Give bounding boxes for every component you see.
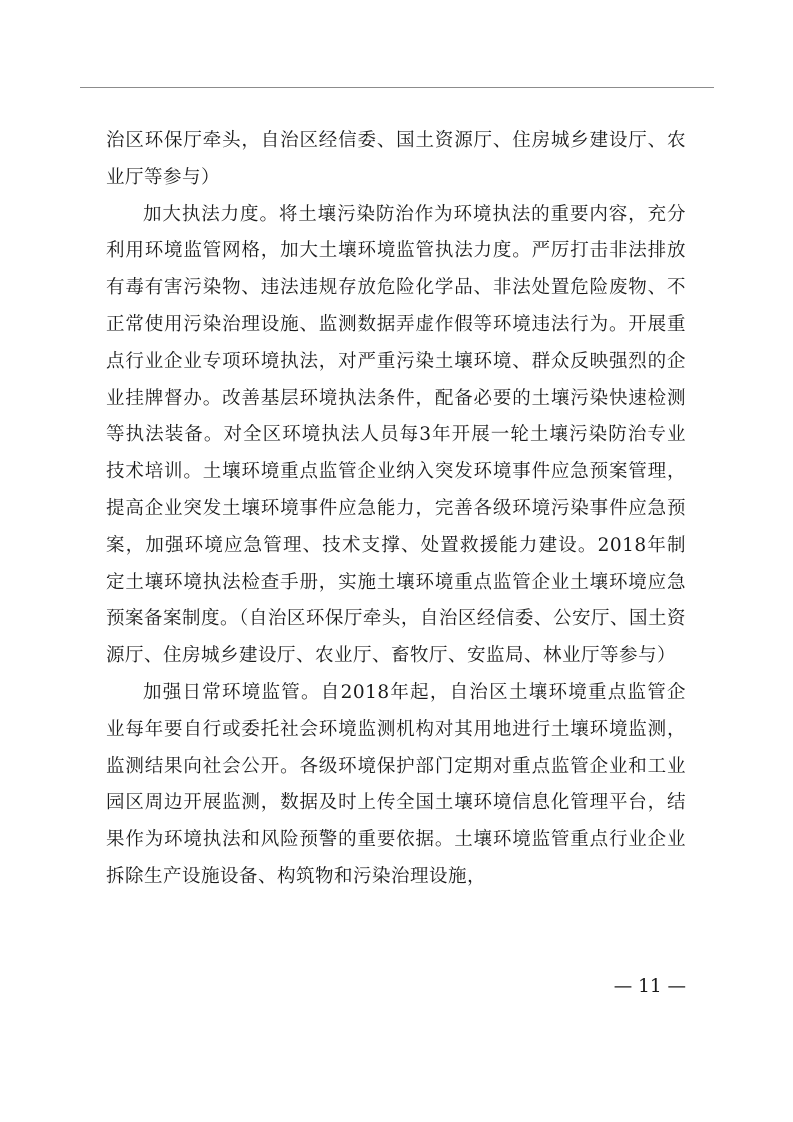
paragraph-daily-supervision: 加强日常环境监管。自2018年起，自治区土壤环境重点监管企业每年要自行或委托社会环境监测机构对其用地进行土壤环境监测，监测结果向社会公开。各级环境保护部门定期对重点监管企业和工业园区周边开展监测，数据及时上传全国土壤环境信息化管理平台，结果作为环境执法和风险预警的重要依据。土壤环境监管重点行业企业拆除生产设施设备、构筑物和污染治理设施， bbox=[106, 681, 686, 887]
body-text bbox=[106, 123, 686, 896]
page-number: — 11 — bbox=[613, 976, 686, 997]
header-rule bbox=[80, 87, 714, 88]
paragraph-continuation: 治区环保厅牵头，自治区经信委、国土资源厅、住房城乡建设厅、农业厅等参与） bbox=[106, 130, 686, 188]
paragraph-enforcement: 加大执法力度。将土壤污染防治作为环境执法的重要内容，充分利用环境监管网格，加大土壤环境监管执法力度。严厉打击非法排放有毒有害污染物、违法违规存放危险化学品、非法处置危险废物、不正常使用污染治理设施、监测数据弄虚作假等环境违法行为。开展重点行业企业专项环境执法，对严重污染土壤环境、群众反映强烈的企业挂牌督办。改善基层环境执法条件，配备必要的土壤污染快速检测等执法装备。对全区环境执法人员每3年开展一轮土壤污染防治专业技术培训。土壤环境重点监管企业纳入突发环境事件应急预案管理，提高企业突发土壤环境事件应急能力，完善各级环境污染事件应急预案，加强环境应急管理、技术支撑、处置救援能力建设。2018年制定土壤环境执法检查手册，实施土壤环境重点监管企业土壤环境应急预案备案制度。（自治区环保厅牵头，自治区经信委、公安厅、国土资源厅、住房城乡建设厅、农业厅、畜牧厅、安监局、林业厅等参与） bbox=[106, 203, 686, 667]
